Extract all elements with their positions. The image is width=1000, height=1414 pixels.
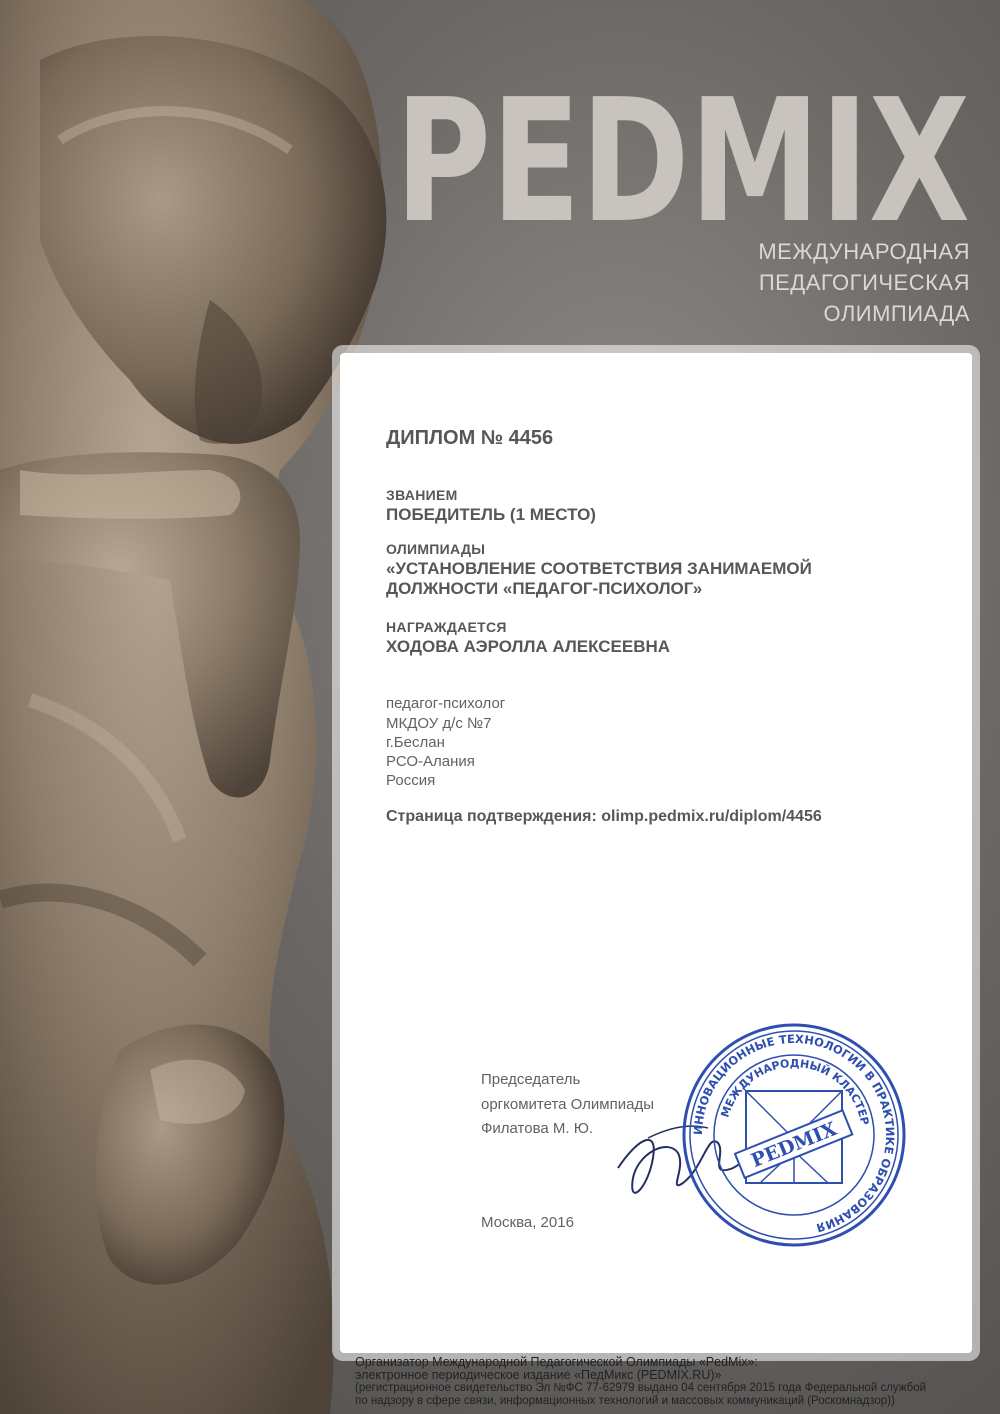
stamp-inner-text: МЕЖДУНАРОДНЫЙ КЛАСТЕР — [718, 1056, 872, 1127]
rank-value: ПОБЕДИТЕЛЬ (1 МЕСТО) — [386, 505, 596, 524]
footer-line: по надзору в сфере связи, информационных технологий и массовых коммуникаций (Роскомнадзор)) — [355, 1395, 895, 1407]
signer-committee: оргкомитета Олимпиады — [481, 1096, 654, 1113]
award-label: НАГРАЖДАЕТСЯ — [386, 619, 507, 635]
diploma-card — [340, 353, 972, 1353]
olympiad-label: ОЛИМПИАДЫ — [386, 541, 486, 557]
signer-name: Филатова М. Ю. — [481, 1120, 594, 1137]
footer-line: (регистрационное свидетельство Эл №ФС 77-62979 выдано 04 сентября 2015 года Федеральной службой — [355, 1382, 927, 1394]
official-stamp — [680, 1021, 908, 1249]
footer-line: Организатор Международной Педагогической Олимпиады «PedMix»: — [355, 1355, 758, 1369]
olympiad-name-line: «УСТАНОВЛЕНИЕ СООТВЕТСТВИЯ ЗАНИМАЕМОЙ — [386, 559, 812, 578]
awardee-position: педагог-психолог — [386, 695, 506, 712]
awardee-region: РСО-Алания — [386, 753, 475, 770]
signer-role: Председатель — [481, 1071, 581, 1088]
pedmix-logo — [395, 80, 975, 230]
confirmation-link[interactable]: Страница подтверждения: olimp.pedmix.ru/diplom/4456 — [386, 808, 822, 825]
awardee-organization: МКДОУ д/с №7 — [386, 715, 492, 732]
place-and-year: Москва, 2016 — [481, 1214, 574, 1231]
awardee-city: г.Беслан — [386, 734, 445, 751]
organizer-footer — [355, 1356, 926, 1408]
awardee-name: ХОДОВА АЭРОЛЛА АЛЕКСЕЕВНА — [386, 637, 671, 656]
awardee-country: Россия — [386, 772, 436, 789]
olympiad-name-line: ДОЛЖНОСТИ «ПЕДАГОГ-ПСИХОЛОГ» — [386, 579, 703, 598]
subtitle-line: МЕЖДУНАРОДНАЯ — [758, 239, 970, 264]
stamp-ring-text: ИННОВАЦИОННЫЕ ТЕХНОЛОГИИ В ПРАКТИКЕ ОБРАЗОВАНИЯ — [690, 1031, 898, 1236]
diploma-title: ДИПЛОМ № 4456 — [386, 427, 554, 449]
stamp-center-text: PEDMIX — [748, 1117, 840, 1173]
subtitle-line: ОЛИМПИАДА — [823, 301, 970, 326]
pedmix-logo-text: PEDMIX — [395, 80, 970, 230]
footer-line: электронное периодическое издание «ПедМикс (PEDMIX.RU)» — [355, 1368, 722, 1382]
subtitle-line: ПЕДАГОГИЧЕСКАЯ — [758, 270, 970, 295]
olympiad-subtitle — [758, 236, 970, 329]
rank-label: ЗВАНИЕМ — [386, 487, 458, 503]
